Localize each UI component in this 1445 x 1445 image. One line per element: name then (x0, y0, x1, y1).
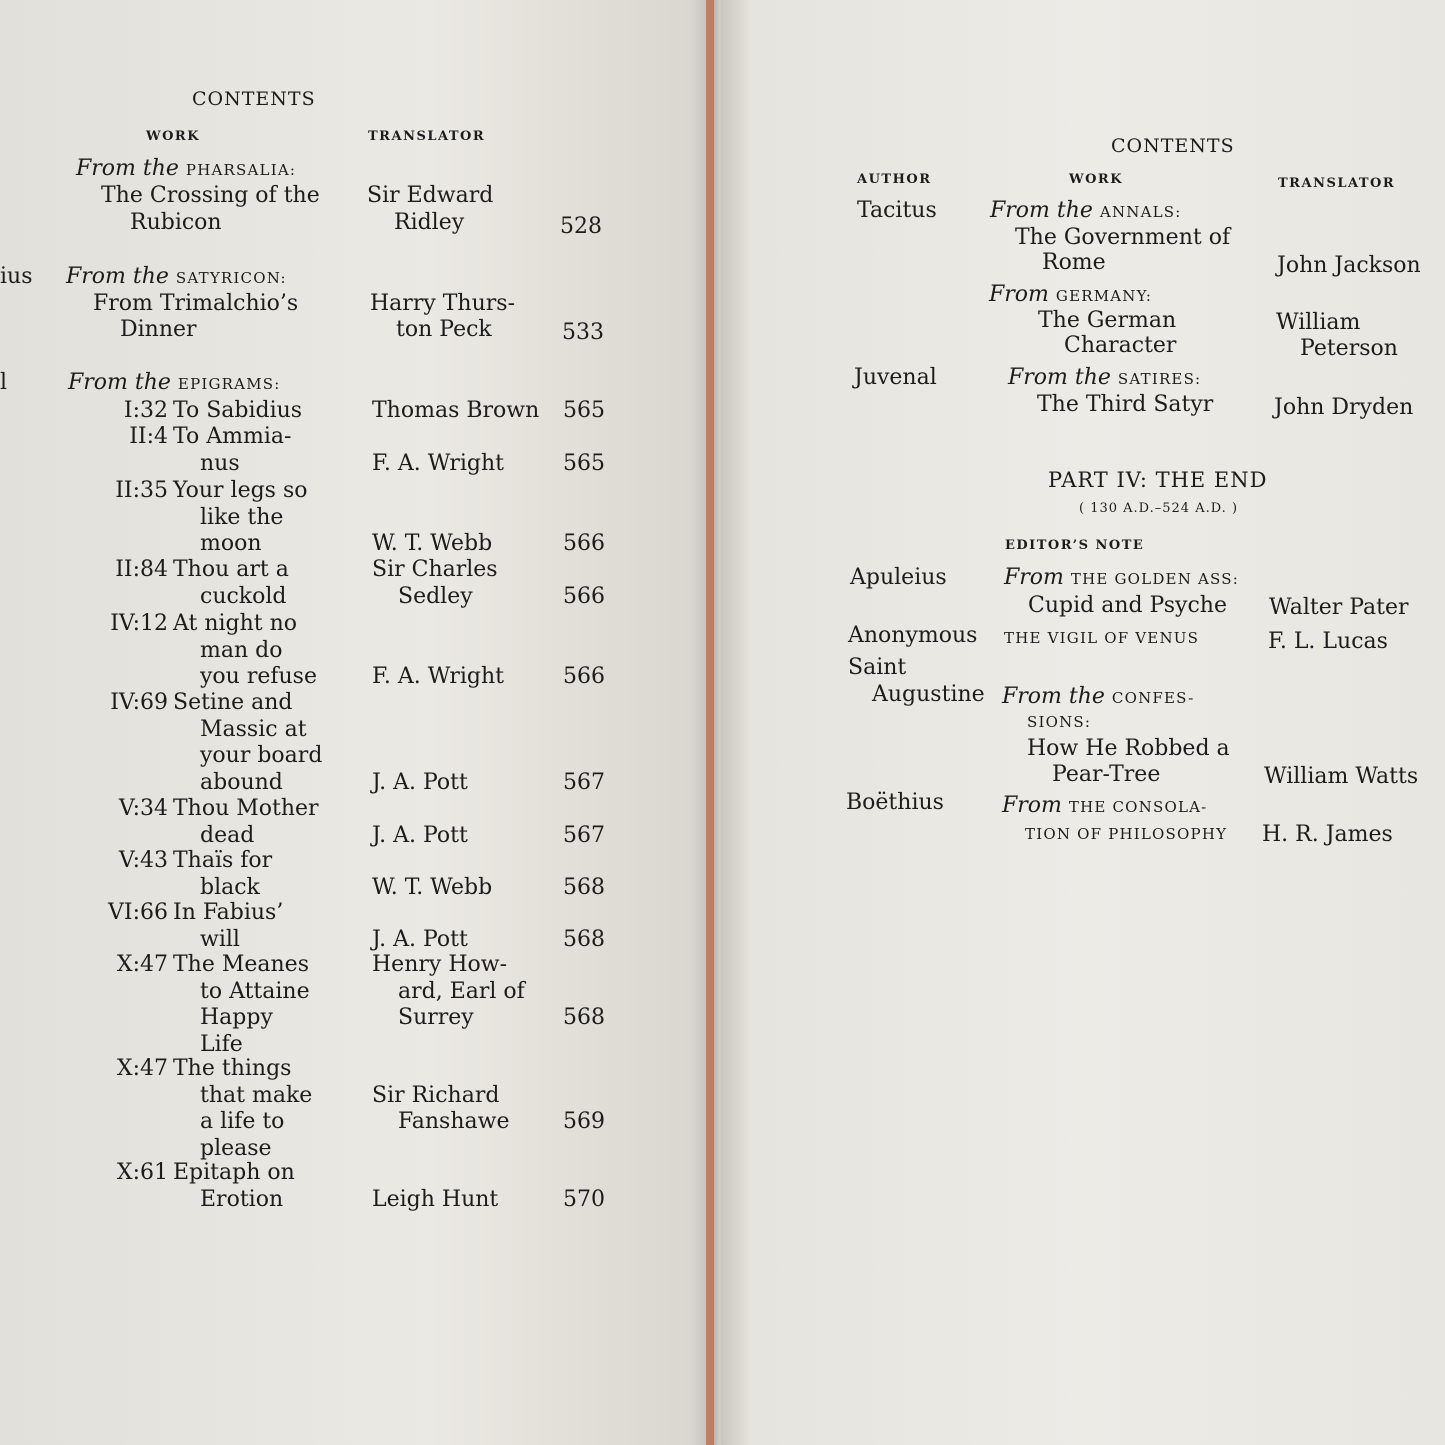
translator: Thomas Brown (372, 398, 540, 423)
work-title: Rubicon (130, 210, 222, 235)
work-column-header: WORK (146, 129, 201, 144)
translator: Sir Richard (372, 1082, 500, 1108)
epigram-number: II:4 (129, 424, 168, 449)
epigram-title: Thou Mother (173, 796, 319, 821)
work-title: The German (1038, 308, 1177, 333)
epigram-title: dead (200, 822, 255, 848)
epigram-number: V:34 (118, 796, 168, 821)
epigram-number: IV:12 (110, 611, 168, 636)
translator: Sir Edward (367, 183, 494, 208)
author: Juvenal (854, 365, 937, 390)
translator: Sedley (398, 583, 473, 609)
page-number: 565 (563, 398, 605, 423)
epigram-title: In Fabius’ (173, 900, 284, 925)
page-number: 570 (563, 1186, 605, 1212)
epigram-title: At night no (173, 611, 298, 636)
part-title: PART IV: THE END (1048, 468, 1268, 492)
page-number: 566 (563, 583, 605, 609)
epigram-title: Your legs so (173, 478, 308, 503)
epigram-title: To Ammia- (173, 424, 292, 449)
editors-note: EDITOR’S NOTE (1005, 538, 1145, 553)
epigram-title: The things (173, 1056, 292, 1081)
epigram-title: a life to (200, 1109, 285, 1134)
translator: F. A. Wright (372, 450, 504, 476)
page-number: 568 (563, 874, 605, 900)
author: Apuleius (850, 565, 947, 590)
work-heading: From THE CONSOLA- (1002, 793, 1208, 818)
translator: Surrey (398, 1005, 474, 1030)
translator: J. A. Pott (372, 822, 468, 848)
epigram-title: Massic at (200, 716, 307, 742)
epigram-title: Erotion (200, 1186, 284, 1212)
work-heading: From the PHARSALIA: (76, 156, 297, 181)
work-heading: SIONS: (1027, 713, 1092, 731)
work-title: THE VIGIL OF VENUS (1004, 629, 1200, 647)
translator: Ridley (394, 210, 465, 235)
work-heading: From the SATYRICON: (66, 264, 287, 289)
work-column-header: WORK (1069, 172, 1124, 187)
epigram-title: to Attaine (200, 978, 310, 1004)
epigram-title: Life (200, 1031, 243, 1057)
epigram-number: X:47 (116, 952, 168, 977)
epigram-title: Thou art a (173, 557, 289, 582)
translator: William Watts (1264, 764, 1419, 789)
epigram-number: X:47 (116, 1056, 168, 1081)
epigram-title: Setine and (173, 690, 293, 715)
page-number: 569 (563, 1109, 605, 1134)
work-title: Pear-Tree (1052, 762, 1161, 787)
page-number: 533 (562, 320, 604, 345)
translator: J. A. Pott (372, 926, 468, 952)
epigram-title: cuckold (200, 583, 287, 609)
epigram-title: black (200, 874, 260, 900)
partial-author: l (0, 370, 8, 395)
work-heading: From the EPIGRAMS: (68, 370, 281, 395)
work-heading: From the ANNALS: (990, 198, 1182, 223)
epigram-number: V:43 (118, 848, 168, 873)
left-page (0, 0, 718, 1445)
work-title: The Crossing of the (101, 183, 320, 208)
translator: W. T. Webb (372, 874, 493, 900)
page-number: 567 (563, 769, 605, 795)
work-title: How He Robbed a (1027, 736, 1230, 761)
part-dates: ( 130 A.D.–524 A.D. ) (1079, 501, 1239, 516)
translator: W. T. Webb (372, 531, 493, 556)
epigram-title: your board (200, 743, 323, 768)
work-heading: TION OF PHILOSOPHY (1025, 825, 1228, 843)
translator-column-header: TRANSLATOR (1278, 176, 1396, 191)
epigram-title: Happy (200, 1005, 273, 1030)
epigram-title: nus (200, 450, 240, 476)
work-title: Cupid and Psyche (1028, 593, 1227, 618)
epigram-title: please (200, 1135, 272, 1161)
author-column-header: AUTHOR (857, 172, 932, 187)
epigram-number: II:84 (115, 557, 168, 582)
translator: F. L. Lucas (1268, 629, 1388, 654)
translator: Leigh Hunt (372, 1186, 499, 1212)
translator: ard, Earl of (398, 978, 525, 1004)
epigram-number: II:35 (115, 478, 168, 503)
work-heading: From THE GOLDEN ASS: (1004, 565, 1239, 590)
epigram-title: Epitaph on (173, 1160, 295, 1185)
epigram-title: you refuse (200, 664, 317, 689)
translator: Henry How- (372, 952, 508, 977)
epigram-title: that make (200, 1082, 313, 1108)
page-number: 565 (563, 450, 605, 476)
work-heading: From GERMANY: (989, 282, 1153, 307)
author: Boëthius (846, 790, 944, 815)
translator: Walter Pater (1269, 595, 1409, 620)
translator: J. A. Pott (372, 769, 468, 795)
page-number: 568 (563, 1005, 605, 1030)
partial-author: ius (0, 264, 33, 289)
contents-title-left: CONTENTS (192, 88, 316, 110)
work-heading: From the SATIRES: (1008, 365, 1202, 390)
epigram-title: Thaïs for (173, 848, 273, 873)
translator: ton Peck (396, 317, 492, 342)
page-number: 528 (560, 214, 602, 239)
translator: H. R. James (1262, 822, 1393, 847)
epigram-title: moon (200, 531, 262, 556)
work-title: Dinner (120, 317, 197, 342)
translator: Fanshawe (398, 1109, 510, 1134)
work-title: Rome (1042, 250, 1106, 275)
translator-column-header: TRANSLATOR (368, 129, 486, 144)
author: Tacitus (857, 198, 937, 223)
work-heading: From the CONFES- (1002, 684, 1195, 709)
author: Augustine (872, 682, 985, 707)
page-number: 567 (563, 822, 605, 848)
epigram-title: will (200, 926, 240, 952)
translator: John Jackson (1277, 253, 1421, 278)
author: Anonymous (848, 623, 978, 648)
epigram-title: To Sabidius (173, 398, 303, 423)
page-number: 568 (563, 926, 605, 952)
epigram-number: I:32 (123, 398, 168, 423)
translator: John Dryden (1274, 395, 1414, 420)
right-page (722, 0, 1445, 1445)
translator: F. A. Wright (372, 664, 504, 689)
epigram-title: abound (200, 769, 283, 795)
translator: William (1276, 310, 1361, 335)
translator: Sir Charles (372, 557, 498, 582)
work-title: The Third Satyr (1037, 392, 1214, 417)
epigram-title: The Meanes (173, 952, 309, 977)
work-title: Character (1064, 333, 1177, 358)
epigram-title: like the (200, 504, 284, 530)
work-title: The Government of (1015, 225, 1231, 250)
epigram-number: X:61 (116, 1160, 168, 1185)
translator: Harry Thurs- (370, 291, 516, 316)
epigram-number: VI:66 (108, 900, 168, 925)
author: Saint (848, 655, 907, 680)
epigram-title: man do (200, 637, 283, 663)
translator: Peterson (1300, 336, 1398, 361)
epigram-number: IV:69 (110, 690, 168, 715)
work-title: From Trimalchio’s (93, 291, 299, 316)
page-number: 566 (563, 664, 605, 689)
contents-title-right: CONTENTS (1111, 135, 1235, 157)
page-number: 566 (563, 531, 605, 556)
